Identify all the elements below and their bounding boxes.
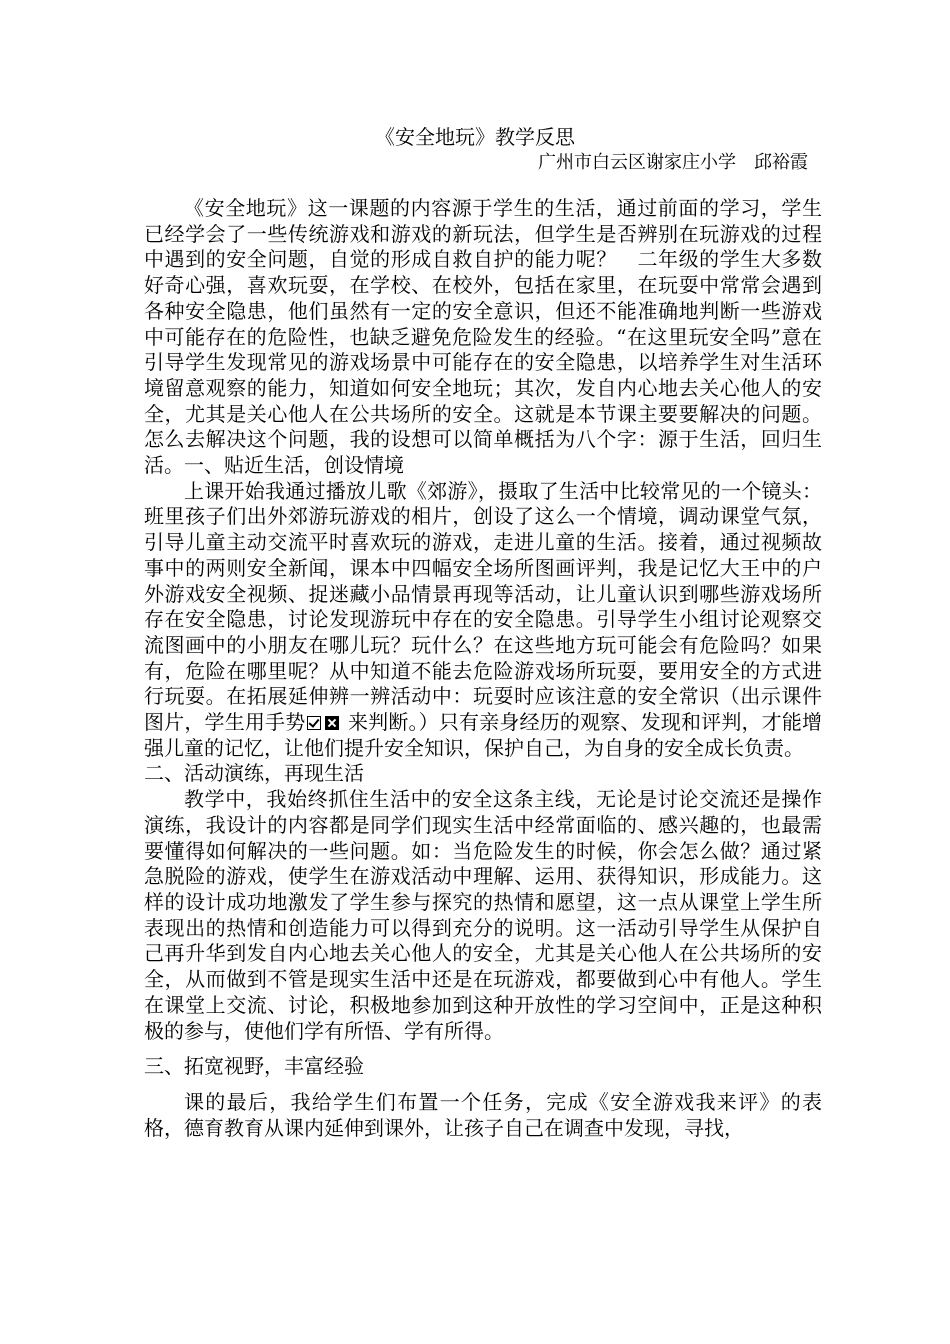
paragraph-section-one — [144, 479, 822, 762]
check-box-icon — [307, 716, 321, 730]
author-line: 广州市白云区谢家庄小学 邱裕霞 — [538, 152, 808, 173]
paragraph-section-two: 教学中，我始终抓住生活中的安全这条主线，无论是讨论交流还是操作演练，我设计的内容都是同学们现实生活中经常面临的、感兴趣的，也最需要懂得如何解决的一些问题。如：当危险发生的时候，你会怎么做？通过紧急脱险的游戏，使学生在游戏活动中理解、运用、获得知识，形成能力。这样的设计成功地激发了学生参与探究的热情和愿望，这一点从课堂上学生所表现出的热情和创造能力可以得到充分的说明。这一活动引导学生从保护自己再升华到发自内心地去关心他人的安全，尤其是关心他人在公共场所的安全，从而做到不管是现实生活中还是在玩游戏，都要做到心中有他人。学生在课堂上交流、讨论，积极地参加到这种开放性的学习空间中，正是这种积极的参与，使他们学有所悟、学有所得。 — [144, 787, 822, 1043]
page-title: 《安全地玩》教学反思 — [375, 125, 575, 149]
cross-box-icon — [325, 716, 339, 730]
paragraph-section-one-text-b: 来判断。）只有亲身经历的观察、发现和评判，才能增强儿童的记忆，让他们提升安全知识，保护自己，为自身的安全成长负责。 — [144, 710, 823, 760]
paragraph-intro: 《安全地玩》这一课题的内容源于学生的生活，通过前面的学习，学生已经学会了一些传统游戏和游戏的新玩法，但学生是否辨别在玩游戏的过程中遇到的安全问题，自觉的形成自救自护的能力呢？ 二年级的学生大多数好奇心强，喜欢玩耍，在学校、在校外，包括在家里，在玩耍中常常会遇到各种安全隐患，他们虽然有一定的安全意识，但还不能准确地判断一些游戏中可能存在的危险性，也缺乏避免危险发生的经验。“在这里玩安全吗”意在引导学生发现常见的游戏场景中可能存在的安全隐患，以培养学生对生活环境留意观察的能力，知道如何安全地玩；其次，发自内心地去关心他人的安全，尤其是关心他人在公共场所的安全。这就是本节课主要要解决的问题。怎么去解决这个问题，我的设想可以简单概括为八个字：源于生活，回归生活。一、贴近生活，创设情境 — [144, 196, 822, 478]
document-body — [144, 196, 822, 1141]
section-heading-two: 二、活动演练，再现生活 — [144, 761, 364, 786]
paragraph-section-one-text-a: 上课开始我通过播放儿歌《郊游》，摄取了生活中比较常见的一个镜头：班里孩子们出外郊游玩游戏的相片，创设了这么一个情境，调动课堂气氛，引导儿童主动交流平时喜欢玩的游戏，走进儿童的生活。接着，通过视频故事中的两则安全新闻，课本中四幅安全场所图画评判，我是记忆大王中的户外游戏安全视频、捉迷藏小品情景再现等活动，让儿童认识到哪些游戏场所存在安全隐患，讨论发现游玩中存在的安全隐患。引导学生小组讨论观察交流图画中的小朋友在哪儿玩？玩什么？在这些地方玩可能会有危险吗？如果有，危险在哪里呢？从中知道不能去危险游戏场所玩耍，要用安全的方式进行玩耍。在拓展延伸辨一辨活动中：玩耍时应该注意的安全常识（出示课件图片，学生用手势 — [144, 478, 822, 735]
paragraph-section-three: 课的最后，我给学生们布置一个任务，完成《安全游戏我来评》的表格，德育教育从课内延伸到课外，让孩子自己在调查中发现，寻找， — [144, 1089, 822, 1140]
section-heading-three: 三、拓宽视野，丰富经验 — [144, 1054, 364, 1079]
